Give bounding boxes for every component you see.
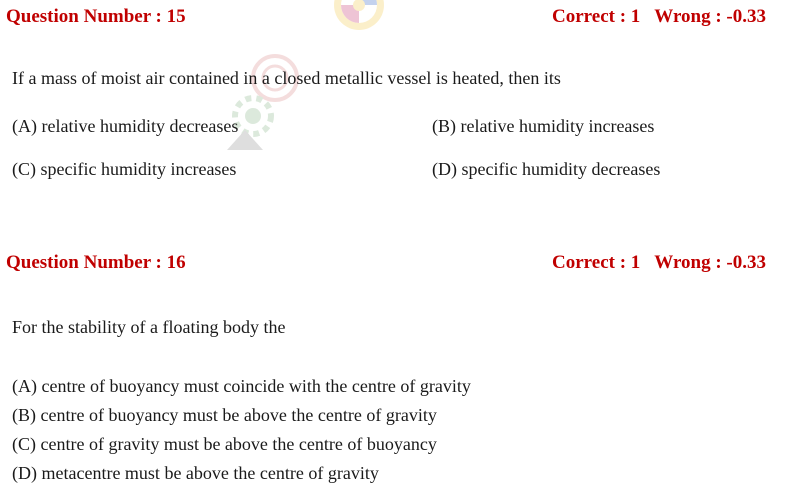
question-header xyxy=(6,4,766,30)
option-d: (D) specific humidity decreases xyxy=(432,159,661,179)
question-number: Question Number : 16 xyxy=(6,252,186,273)
correct-marks: Correct : 1 xyxy=(552,6,641,27)
option-a: (A) relative humidity decreases xyxy=(12,116,239,136)
option-d: (D) metacentre must be above the centre of gravity xyxy=(12,463,379,483)
correct-marks: Correct : 1 xyxy=(552,252,641,273)
option-c: (C) centre of gravity must be above the centre of buoyancy xyxy=(12,434,437,454)
option-b: (B) relative humidity increases xyxy=(432,116,655,136)
question-header xyxy=(6,250,766,276)
question-number: Question Number : 15 xyxy=(6,6,186,27)
marking-scheme xyxy=(552,252,766,274)
gear-watermark-icon xyxy=(205,38,325,158)
option-c: (C) specific humidity increases xyxy=(12,159,237,179)
wrong-marks: Wrong : -0.33 xyxy=(654,252,766,273)
wrong-marks: Wrong : -0.33 xyxy=(654,6,766,27)
option-b: (B) centre of buoyancy must be above the centre of gravity xyxy=(12,405,437,425)
option-a: (A) centre of buoyancy must coincide with the centre of gravity xyxy=(12,376,471,396)
marking-scheme xyxy=(552,6,766,28)
question-text: If a mass of moist air contained in a closed metallic vessel is heated, then its xyxy=(12,68,561,88)
question-text: For the stability of a floating body the xyxy=(12,317,286,337)
